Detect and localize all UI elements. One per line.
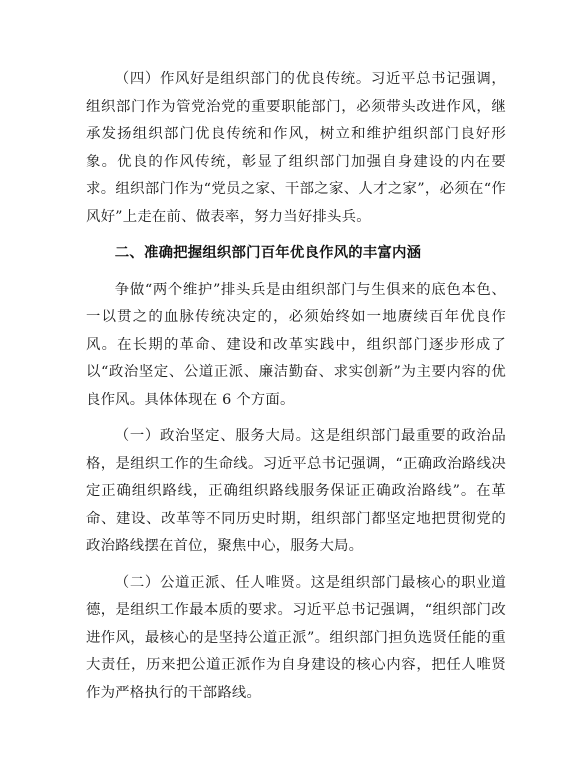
section-heading: 二、准确把握组织部门百年优良作风的丰富内涵: [114, 245, 422, 261]
document-body: [86, 66, 506, 716]
paragraph-style-section-4: （四）作风好是组织部门的优良传统。习近平总书记强调，组织部门作为管党治党的重要职能部门，必须带头改进作风，继承发扬组织部门优良传统和作风，树立和维护组织部门良好形象。优良的作风传统，彰显了组织部门加强自身建设的内在要求。组织部门作为“党员之家、干部之家、人才之家”，必须在“作风好”上走在前、做表率，努力当好排头兵。: [86, 71, 506, 225]
paragraph-point-1: （一）政治坚定、服务大局。这是组织部门最重要的政治品格，是组织工作的生命线。习近平总书记强调，“正确政治路线决定正确组织路线，正确组织路线服务保证正确政治路线”。在革命、建设、改革等不同历史时期，组织部门都坚定地把贯彻党的政治路线摆在首位，聚焦中心，服务大局。: [86, 428, 506, 554]
paragraph-point-2: （二）公道正派、任人唯贤。这是组织部门最核心的职业道德，是组织工作最本质的要求。习近平总书记强调，“组织部门改进作风，最核心的是坚持公道正派”。组织部门担负选贤任能的重大责任，历来把公道正派作为自身建设的核心内容，把任人唯贤作为严格执行的干部路线。: [86, 574, 506, 701]
paragraph-intro: 争做“两个维护”排头兵是由组织部门与生俱来的底色本色、一以贯之的血脉传统决定的，必须始终如一地赓续百年优良作风。在长期的革命、建设和改革实践中，组织部门逐步形成了以“政治坚定、公道正派、廉洁勤奋、求实创新”为主要内容的优良作风。具体体现在 6 个方面。: [86, 281, 506, 408]
